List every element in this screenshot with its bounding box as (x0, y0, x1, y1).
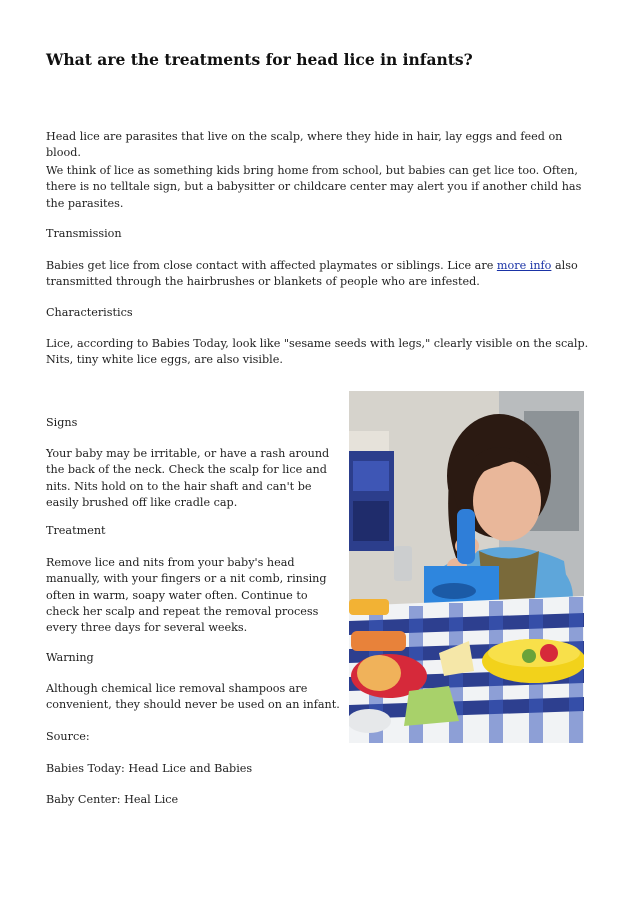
signs-paragraph: Your baby may be irritable, or have a rash around the back of the neck. Check the scalp for lice and nits. Nits hold on to the hair shaft and can't be easily brushed off like cradle cap. (46, 447, 330, 509)
transmission-heading: Transmission (46, 227, 122, 240)
transmission-text-before: Babies get lice from close contact with affected playmates or siblings. Lice are (46, 259, 497, 272)
characteristics-paragraph: Lice, according to Babies Today, look like "sesame seeds with legs," clearly visible on the scalp. Nits, tiny white lice eggs, are also visible. (46, 337, 589, 367)
treatment-heading: Treatment (46, 524, 106, 537)
signs-heading: Signs (46, 416, 78, 429)
child-playing-photo (349, 391, 584, 743)
source-item-2: Baby Center: Heal Lice (46, 793, 179, 806)
warning-heading: Warning (46, 651, 94, 664)
intro-paragraph: Head lice are parasites that live on the scalp, where they hide in hair, lay eggs and feed on blood. (46, 130, 563, 160)
source-heading: Source: (46, 730, 90, 743)
babies-paragraph: We think of lice as something kids bring home from school, but babies can get lice too. Often, there is no telltale sign, but a babysitter or childcare center may alert you if another child has the parasites. (46, 164, 582, 210)
source-item-1: Babies Today: Head Lice and Babies (46, 762, 253, 775)
transmission-text-after: also transmitted through the hairbrushes or blankets of people who are infested. (46, 259, 578, 289)
warning-paragraph: Although chemical lice removal shampoos are convenient, they should never be used on an infant. (46, 682, 340, 712)
transmission-paragraph (46, 258, 596, 291)
page-title: What are the treatments for head lice in infants? (46, 50, 473, 69)
characteristics-heading: Characteristics (46, 306, 133, 319)
more-info-link[interactable]: more info (496, 259, 552, 272)
treatment-paragraph: Remove lice and nits from your baby's head manually, with your fingers or a nit comb, rinsing often in warm, soapy water often. Continue to check her scalp and repeat the removal process every three days for several weeks. (46, 556, 327, 635)
